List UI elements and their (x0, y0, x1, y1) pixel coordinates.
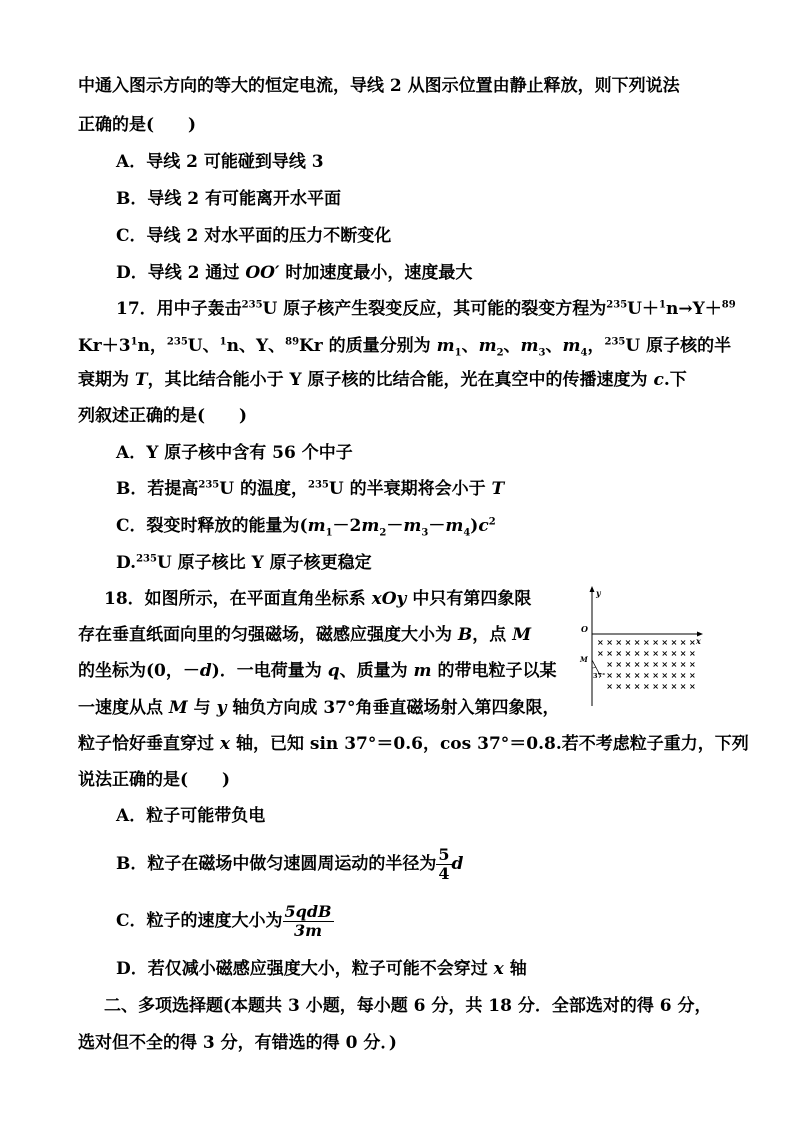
field-cross: × (652, 649, 659, 658)
field-cross: × (670, 671, 678, 680)
field-cross: × (643, 660, 650, 669)
fraction-5-4: $\frac{5}{4}$ (438, 845, 450, 883)
field-cross: × (606, 671, 613, 680)
field-cross: × (633, 638, 641, 647)
prev-option-a: A．导线 2 可能碰到导线 3 (116, 152, 324, 172)
q18-option-b: B．粒子在磁场中做匀速圆周运动的半径为 $\frac{5}{4}$ d (116, 845, 464, 883)
point-m-label: M (580, 655, 588, 664)
prev-question-line-2: 正确的是( ) (78, 115, 197, 135)
field-cross: × (615, 660, 623, 669)
field-cross: × (615, 682, 623, 691)
magnetic-field-figure (574, 586, 704, 708)
field-cross: × (689, 682, 696, 691)
angle-label: 37° (593, 672, 606, 680)
q18-line-1: 18．如图所示，在平面直角坐标系 xOy 中只有第四象限 (104, 589, 532, 609)
magnetic-field-crosses (597, 638, 696, 691)
fraction-velocity: $\frac{\text{5qdB}}{3m}$ (284, 902, 332, 940)
q18-line-4: 一速度从点 M 与 y 轴负方向成 37°角垂直磁场射入第四象限， (78, 698, 560, 718)
q17-line-2: $Kr+3^1n$，$^{235}$U、$^1$n、Y、$^{89}$Kr 的质量分别为 $m_1$、$m_2$、$m_3$、$m_4$，$^{235}$U 原子核的半 (78, 336, 732, 359)
field-cross: × (633, 649, 641, 658)
field-cross: × (606, 649, 613, 658)
q18-option-c: C．粒子的速度大小为 $\frac{\text{5qdB}}{3m}$ (116, 902, 332, 940)
field-cross: × (643, 638, 650, 647)
y-axis-arrow (590, 586, 595, 592)
angle-arc (592, 667, 596, 668)
field-cross: × (643, 649, 650, 658)
field-cross: × (679, 660, 687, 669)
field-cross: × (661, 638, 669, 647)
field-cross: × (670, 660, 678, 669)
q17-line-1: 17．用中子轰击$^{235}$U 原子核产生裂变反应，其可能的裂变方程为$^{235}$U＋$^1$n→Y＋$^{89}$ (116, 299, 736, 319)
field-cross: × (615, 649, 623, 658)
section2-line-1: 二、多项选择题(本题共 3 小题，每小题 6 分，共 18 分．全部选对的得 6 分， (104, 996, 712, 1016)
field-cross: × (633, 682, 641, 691)
field-cross: × (670, 638, 678, 647)
q17-option-b: B．若提高$^{235}$U 的温度，$^{235}$U 的半衰期将会小于 T (116, 479, 505, 499)
field-cross: × (606, 638, 613, 647)
field-cross: × (615, 638, 623, 647)
q18-line-5: 粒子恰好垂直穿过 x 轴，已知 sin 37°＝0.6，cos 37°＝0.8.若不考虑粒子重力，下列 (78, 734, 749, 754)
field-cross: × (679, 682, 687, 691)
field-cross: × (606, 660, 613, 669)
field-cross: × (652, 660, 659, 669)
q17-option-d: D.$^{235}$U 原子核比 Y 原子核更稳定 (116, 553, 372, 573)
field-cross: × (624, 660, 632, 669)
q17-option-a: A．Y 原子核中含有 56 个中子 (116, 443, 353, 463)
field-cross: × (670, 649, 678, 658)
prev-option-c: C．导线 2 对水平面的压力不断变化 (116, 226, 392, 246)
field-cross: × (606, 682, 613, 691)
field-cross: × (670, 682, 678, 691)
field-cross: × (679, 638, 687, 647)
prev-question-line-1: 中通入图示方向的等大的恒定电流，导线 2 从图示位置由静止释放，则下列说法 (78, 76, 680, 96)
y-axis-label: y (596, 588, 601, 598)
field-cross: × (597, 649, 604, 658)
field-cross: × (652, 682, 659, 691)
prev-option-d: D．导线 2 通过 OO′ 时加速度最小，速度最大 (116, 263, 473, 283)
field-cross: × (652, 638, 659, 647)
section2-line-2: 选对但不全的得 3 分，有错选的得 0 分．) (78, 1033, 397, 1053)
field-cross: × (643, 671, 650, 680)
field-cross: × (689, 649, 696, 658)
field-cross: × (633, 671, 641, 680)
field-cross: × (643, 682, 650, 691)
q18-line-6: 说法正确的是( ) (78, 770, 231, 790)
origin-label: O (581, 624, 588, 634)
field-cross: × (679, 671, 687, 680)
field-cross: × (624, 671, 632, 680)
field-cross: × (661, 649, 669, 658)
field-cross: × (661, 660, 669, 669)
field-cross: × (597, 638, 604, 647)
field-cross: × (633, 660, 641, 669)
field-cross: × (689, 638, 696, 647)
q18-line-2: 存在垂直纸面向里的匀强磁场，磁感应强度大小为 B，点 M (78, 625, 532, 645)
x-axis-label: x (696, 636, 701, 646)
q18-line-3: 的坐标为(0，－d)．一电荷量为 q、质量为 m 的带电粒子以某 (78, 661, 557, 681)
q17-line-4: 列叙述正确的是( ) (78, 406, 248, 426)
prev-option-b: B．导线 2 有可能离开水平面 (116, 189, 342, 209)
field-cross: × (689, 660, 696, 669)
field-cross: × (689, 671, 696, 680)
field-cross: × (679, 649, 687, 658)
field-cross: × (615, 671, 623, 680)
q17-option-c: C．裂变时释放的能量为$(m_1-2m_2-m_3-m_4)c^2$ (116, 516, 496, 539)
q17-line-3: 衰期为 T，其比结合能小于 Y 原子核的比结合能，光在真空中的传播速度为 c.下 (78, 370, 687, 390)
field-cross: × (624, 638, 632, 647)
q18-option-d: D．若仅减小磁感应强度大小，粒子可能不会穿过 x 轴 (116, 959, 527, 979)
q18-option-a: A．粒子可能带负电 (116, 806, 266, 826)
field-cross: × (661, 682, 669, 691)
field-cross: × (661, 671, 669, 680)
field-cross: × (624, 682, 632, 691)
field-cross: × (624, 649, 632, 658)
field-cross: × (652, 671, 659, 680)
